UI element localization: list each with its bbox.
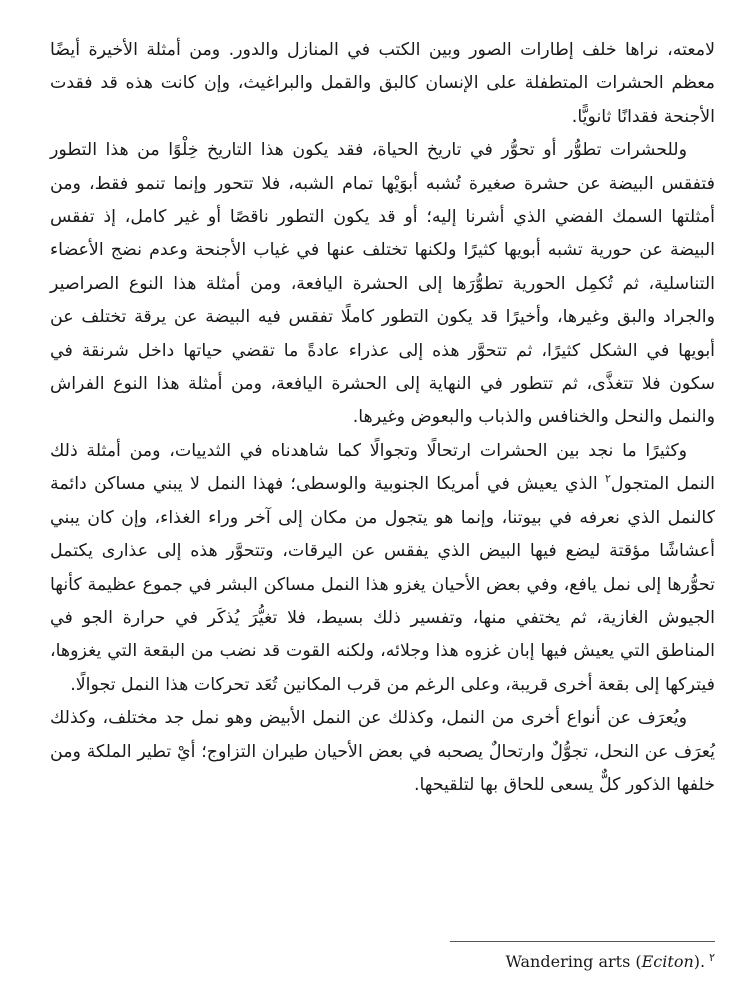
footnote-text (505, 952, 705, 971)
paragraph-3-text-start: وكثيرًا ما نجد بين الحشرات ارتحالًا وتجوالًا كما شاهدناه في الثدييات، ومن أمثلة ذلك النمل المتجول (50, 440, 715, 495)
paragraph-2: وللحشرات تطوُّر أو تحوُّر في تاريخ الحياة، فقد يكون هذا التاريخ خِلْوًا من هذا التطور فتفقس البيضة عن حشرة صغيرة تُشبه أبوَيْها تمام الشبه، فلا تتحور وإنما تنمو فقط، ومن أمثلتها السمك الفضي الذي أشرنا إليه؛ أو قد يكون التطور ناقصًا أو غير كامل، إذ تفقس البيضة عن حورية تشبه أبويها كثيرًا ولكنها تختلف عنها في غياب الأجنحة وعدم نضج الأعضاء التناسلية، ثم تُكمِل الحورية تطوُّرَها إلى الحشرة اليافعة، ومن أمثلة هذا النوع الصراصير والجراد والبق وغيرها، وأخيرًا قد يكون التطور كاملًا تفقس فيه البيضة عن يرقة تختلف عن أبويها في الشكل كثيرًا، ثم تتحوَّر هذه إلى عذراء عادةً ما تقضي حياتها داخل شرنقة في سكون فلا تتغذَّى، ثم تتطور في النهاية إلى الحشرة اليافعة، ومن أمثلة هذا النوع الفراش والنمل والنحل والخنافس والذباب والبعوض وغيرها. (50, 140, 715, 428)
paragraph-3-text-end: الذي يعيش في أمريكا الجنوبية والوسطى؛ فهذا النمل لا يبني مساكن دائمة كالنمل الذي نعرفه في بيوتنا، وإنما هو يتجول من مكان إلى آخر وراء الغذاء، وإن كان يبني أعشاشًا مؤقتة ليضع فيها البيض الذي يفقس عن اليرقات، وتتحوَّر هذه إلى عذارى يكتمل تحوُّرها إلى نمل يافع، وفي بعض الأحيان يغزو هذا النمل مساكن البشر في جموع عظيمة كأنها الجيوش الغازية، ثم يختفي منها، وتفسير ذلك بسيط، فلا تغيُّرَ يُذكَر في حرارة الجو في المناطق التي يعيش فيها إبان غزوه هذا وجلائه، ولكنه القوت قد نضب من البقعة التي يغزوها، فيتركها إلى بقعة أخرى قريبة، وعلى الرغم من قرب المكانين تُعَد تحركات هذا النمل تجوالًا. (50, 474, 715, 695)
paragraph-1: لامعته، نراها خلف إطارات الصور وبين الكتب في المنازل والدور. ومن أمثلة الأخيرة أيضًا معظم الحشرات المتطفلة على الإنسان كالبق والقمل والبراغيث، وإن كانت هذه قد فقدت الأجنحة فقدانًا ثانويًّا. (50, 40, 715, 127)
footnote-number: ٢ (709, 950, 715, 964)
footnote-genus-name: Eciton (641, 952, 694, 971)
footnote-text-end: ). (693, 952, 706, 971)
footnote-divider (450, 941, 715, 942)
paragraph-3 (50, 435, 715, 702)
footnote-text-start: Wandering arts ( (505, 952, 642, 971)
page-body (50, 34, 715, 802)
paragraph-4: ويُعرَف عن أنواع أخرى من النمل، وكذلك عن النمل الأبيض وهو نمل جد مختلف، وكذلك يُعرَف عن النحل، تجوُّلٌ وارتحالٌ يصحبه في بعض الأحيان طيران التزاوج؛ أيْ تطير الملكة ومن خلفها الذكور كلٌّ يسعى للحاق بها لتلقيحها. (50, 708, 715, 795)
footnote (505, 951, 715, 973)
footnote-reference[interactable]: ٢ (604, 472, 611, 486)
